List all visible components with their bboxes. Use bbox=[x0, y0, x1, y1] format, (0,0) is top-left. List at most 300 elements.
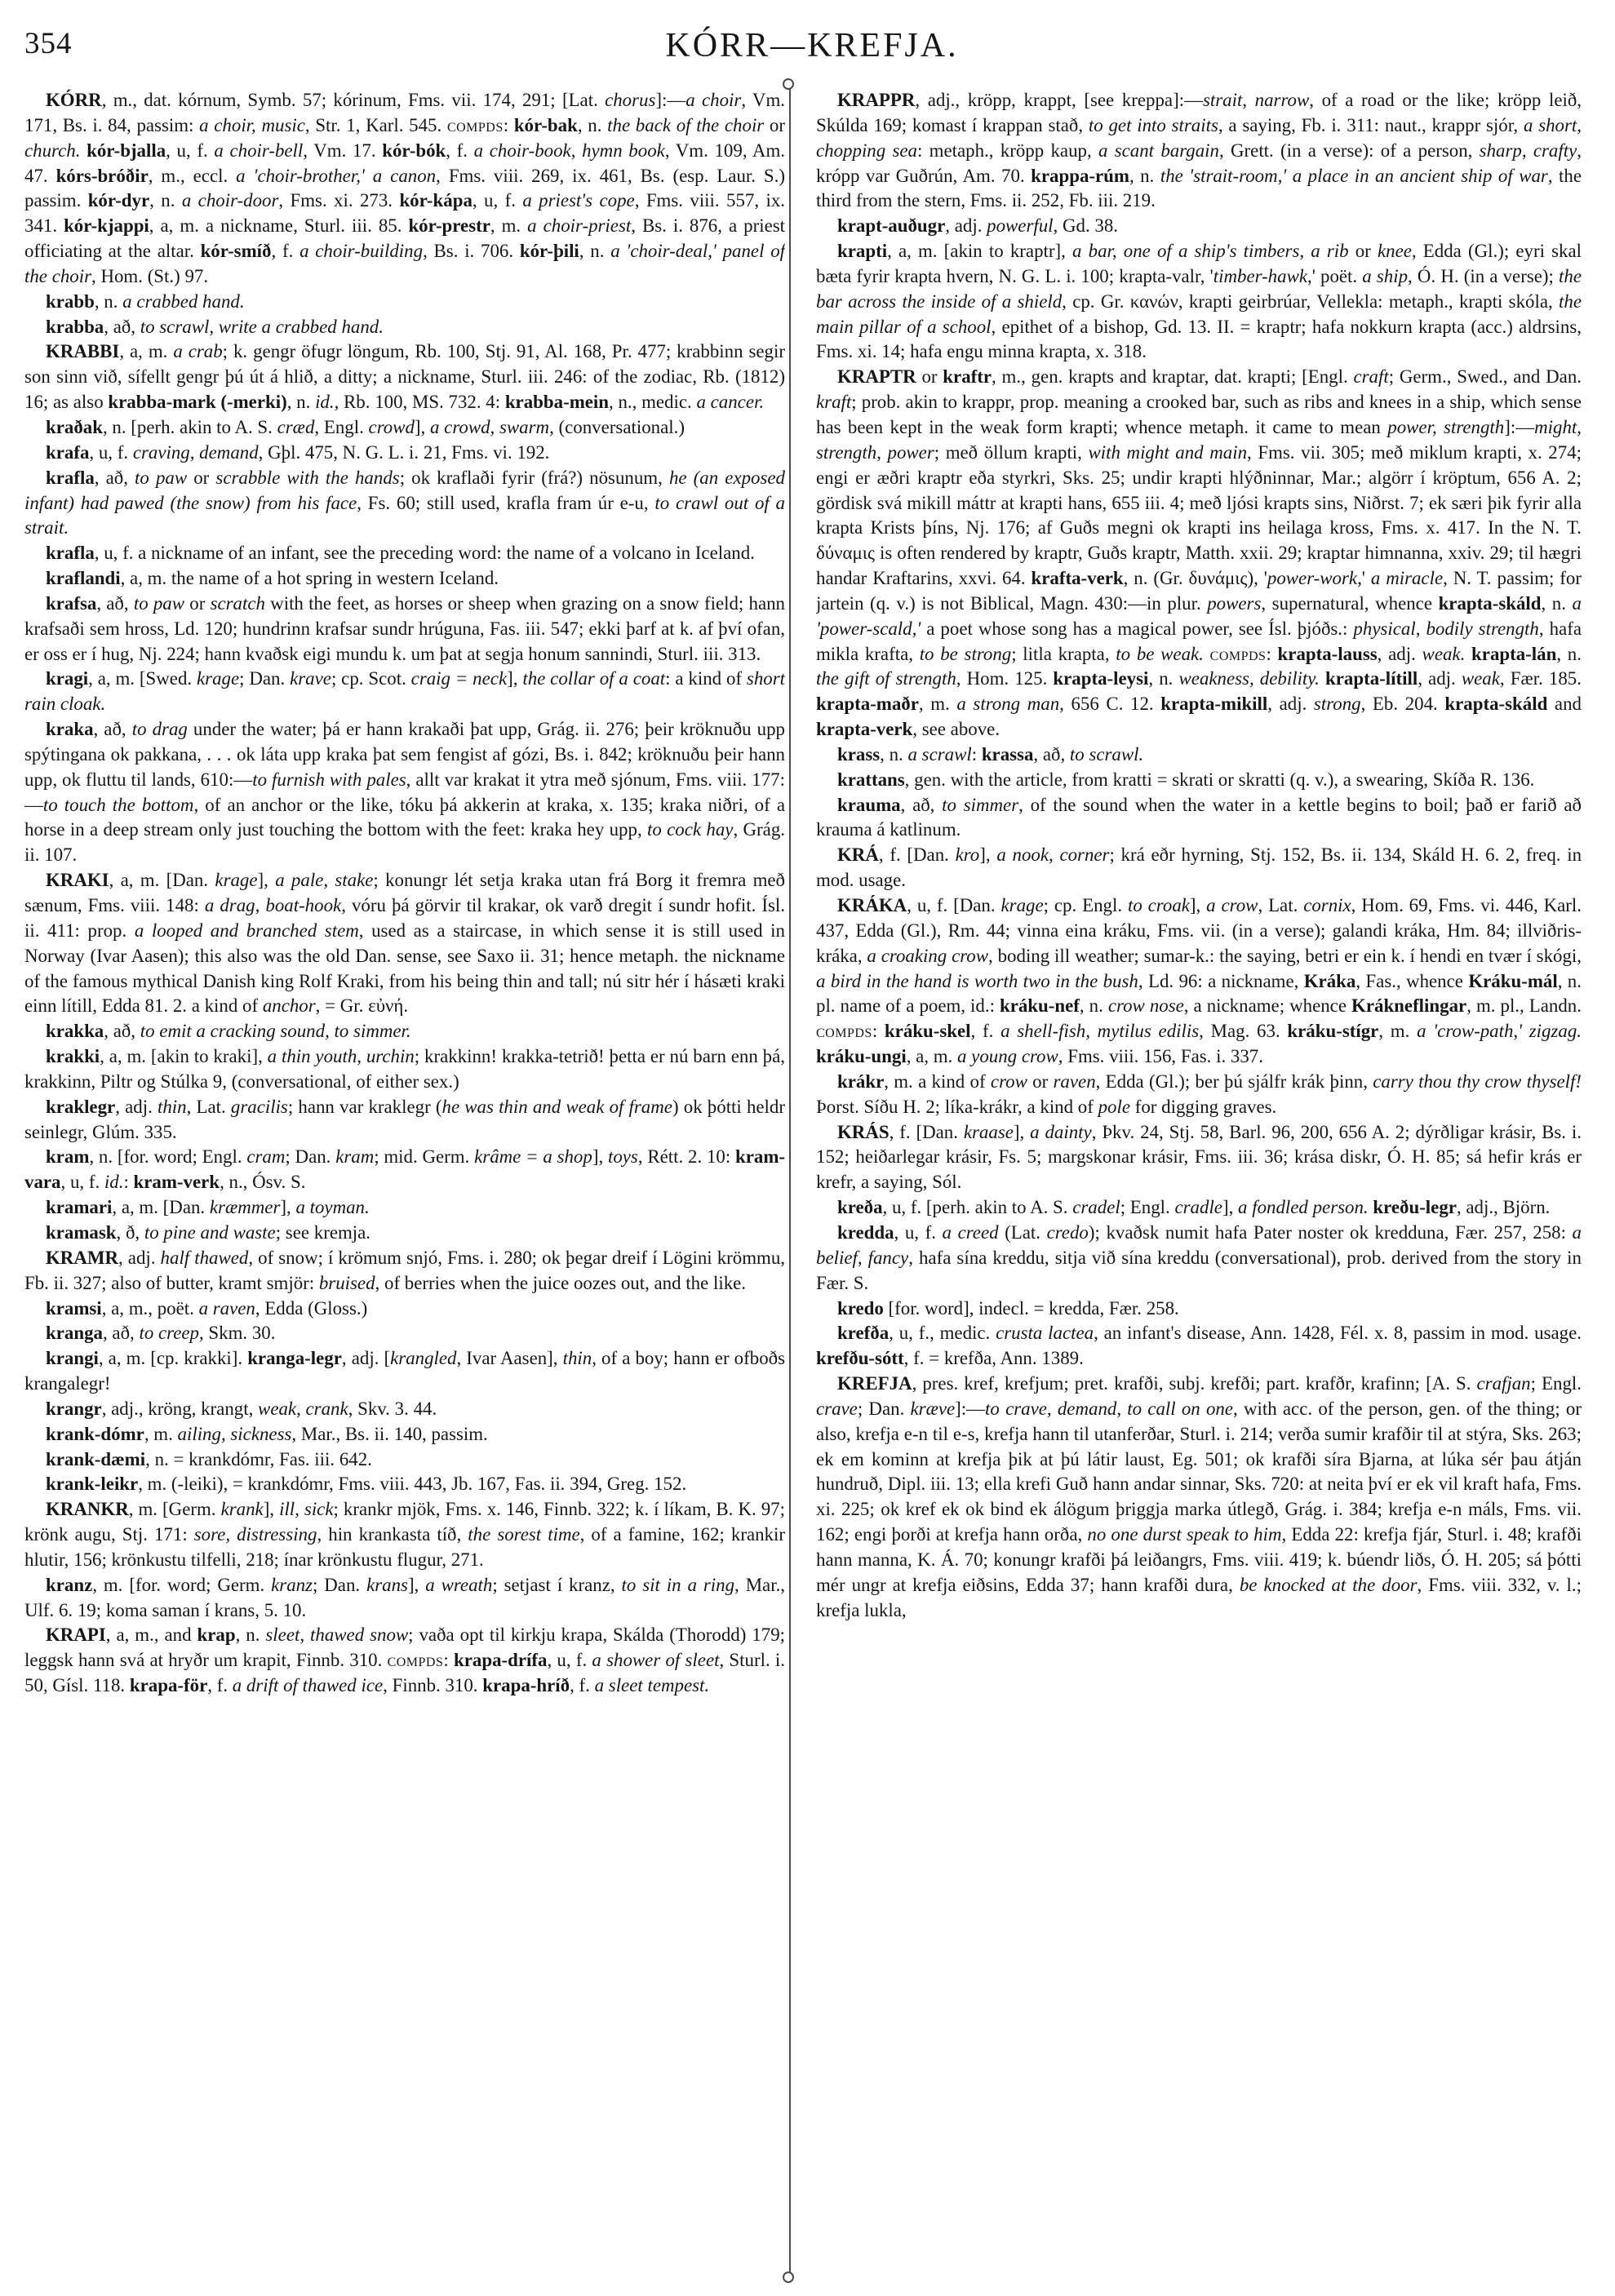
headword: krapt-auðugr bbox=[837, 215, 946, 237]
italic-gloss: craig = neck bbox=[410, 668, 508, 689]
entry-text: , f. [Dan. bbox=[878, 844, 956, 866]
headword: KÓRR bbox=[46, 90, 102, 110]
entry-text: , Hom. 125. bbox=[956, 668, 1054, 689]
entry-text: , of berries when the juice oozes out, and the like. bbox=[375, 1272, 747, 1293]
entry-text: , m. [Germ. bbox=[128, 1499, 221, 1520]
entry-text: , hafa mikla krafta, bbox=[816, 618, 1582, 664]
entry-text: , Edda (Gloss.) bbox=[255, 1297, 368, 1319]
entry-text: , f. bbox=[970, 1021, 1001, 1042]
entry-text: , Lat. bbox=[186, 1096, 231, 1117]
entry-text: , u, f. bbox=[166, 140, 215, 161]
entry-text: with the feet, as horses or sheep when grazing on a snow field; hann krafsaði sem hross, Ld. 120; hundrinn krafsar sundr hrúguna, Fas. iii. 547; ekki þarf at k. af því ofan, er oss er í hug, Nj. 224; hann kvaðsk eigi mundu k. um þat at segja honum sannindi, Sturl. iii. 313. bbox=[24, 592, 785, 664]
entry-text: , a nickname; whence bbox=[1183, 995, 1352, 1017]
entry-text: ; Dan. bbox=[239, 668, 291, 689]
italic-gloss: to get into straits bbox=[1088, 114, 1218, 135]
entry-text: , u, f. a nickname of an infant, see the preceding word: the name of a volcano in Iceland. bbox=[94, 543, 755, 564]
italic-gloss: a crowd, swarm bbox=[430, 416, 550, 437]
italic-gloss: to cock hay bbox=[647, 819, 734, 840]
italic-gloss: be knocked at the door bbox=[1239, 1574, 1418, 1595]
running-head: KÓRR—KREFJA. bbox=[665, 27, 959, 64]
entry-text: , n. bbox=[880, 743, 908, 765]
headword: kraka bbox=[46, 719, 94, 740]
entry-text: , Skv. 3. 44. bbox=[348, 1398, 437, 1419]
entry-text: , n. bbox=[1148, 668, 1179, 689]
italic-gloss: a shower of sleet bbox=[592, 1650, 720, 1671]
dictionary-entry bbox=[24, 1145, 785, 1195]
italic-gloss: a looped and branched stem bbox=[134, 920, 359, 941]
italic-gloss: krâme = a shop bbox=[474, 1146, 592, 1168]
entry-text: , Þkv. 24, Stj. 58, Barl. 96, 200, 656 A. 2; dýrðligar krásir, Bs. i. 152; heiðarlegar krásir, Fs. 5; margskonar krásir, Fms. iii. 36; krása diskr, Ó. H. 85; sá hefir krás er krefr, a saying, Sól. bbox=[816, 1121, 1582, 1193]
italic-gloss: krage bbox=[215, 870, 258, 891]
headword: kranga-legr bbox=[247, 1348, 342, 1369]
italic-gloss: a choir bbox=[685, 90, 742, 110]
entry-text: : bbox=[443, 1650, 454, 1671]
headword: krapa-för bbox=[129, 1675, 208, 1696]
headword: krapa-hríð bbox=[482, 1675, 570, 1696]
headword: kreða bbox=[837, 1197, 883, 1218]
italic-gloss: gracilis bbox=[230, 1096, 288, 1117]
entry-text: ,' bbox=[1357, 568, 1371, 589]
dictionary-entry bbox=[24, 441, 785, 466]
entry-text: , Grett. (in a verse): of a person, bbox=[1218, 140, 1480, 161]
entry-text: : bbox=[872, 1021, 885, 1042]
headword: kraflandi bbox=[46, 568, 121, 589]
entry-text: , m. bbox=[1378, 1021, 1418, 1042]
italic-gloss: the main pillar of a school bbox=[816, 290, 1582, 337]
headword: krapta-mikill bbox=[1160, 694, 1268, 715]
entry-text: , m. bbox=[144, 1423, 178, 1444]
italic-gloss: a strong man bbox=[956, 694, 1060, 715]
dictionary-entry bbox=[816, 1195, 1582, 1221]
headword: krapta-verk bbox=[816, 719, 913, 740]
headword: kór-kjappi bbox=[64, 215, 149, 237]
italic-gloss: sore, distressing bbox=[193, 1524, 317, 1545]
italic-gloss: the back of the choir bbox=[607, 114, 765, 135]
entry-text: , of the sound when the water in a kettle begins to boil; það er farið að krauma á katlinum. bbox=[816, 794, 1582, 840]
entry-text: ; konungr lét setja kraka utan frá Borg it fremra með sænum, Fms. viii. 148: bbox=[24, 870, 785, 915]
italic-gloss: a sleet tempest. bbox=[594, 1675, 710, 1696]
entry-text: , n. bbox=[235, 1624, 266, 1646]
italic-gloss: knee bbox=[1377, 241, 1412, 262]
entry-text: , n. = krankdómr, Fas. iii. 642. bbox=[145, 1448, 372, 1469]
entry-text: ; Germ., Swed., and Dan. bbox=[1388, 366, 1582, 388]
entry-text: or bbox=[1348, 241, 1378, 262]
dictionary-entry bbox=[24, 1447, 785, 1473]
entry-text: , adj. bbox=[945, 215, 987, 237]
headword: krauma bbox=[837, 794, 901, 815]
italic-gloss: raven bbox=[1053, 1070, 1096, 1092]
entry-text: , n., medic. bbox=[609, 392, 697, 413]
small-caps-label: compds bbox=[387, 1650, 444, 1671]
entry-text: , f. bbox=[446, 140, 474, 161]
italic-gloss: sleet, thawed snow bbox=[265, 1624, 409, 1646]
headword: krákr bbox=[837, 1070, 885, 1092]
entry-text: ]:— bbox=[655, 90, 686, 110]
italic-gloss: to touch the bottom bbox=[42, 794, 194, 815]
entry-text: , Ivar Aasen], bbox=[456, 1348, 563, 1369]
entry-text: , a, m., and bbox=[105, 1624, 197, 1646]
italic-gloss: craving, demand bbox=[132, 441, 259, 463]
entry-text: , að, bbox=[94, 467, 135, 488]
dictionary-entry bbox=[24, 1296, 785, 1322]
entry-text: ; mid. Germ. bbox=[374, 1146, 475, 1168]
entry-text: , Str. 1, Karl. 545. bbox=[304, 114, 447, 135]
entry-text: ], bbox=[414, 416, 430, 437]
italic-gloss: strong bbox=[1313, 694, 1361, 715]
entry-text: , n., Ósv. S. bbox=[220, 1172, 306, 1193]
entry-text bbox=[1320, 668, 1325, 689]
entry-text: , m. (-leiki), = krankdómr, Fms. viii. 443, Jb. 167, Fas. ii. 394, Greg. 152. bbox=[138, 1474, 687, 1495]
headword: KRAKI bbox=[46, 870, 109, 891]
entry-text: : a kind of bbox=[665, 668, 747, 689]
entry-text: , an infant's disease, Ann. 1428, Fél. x. 8, passim in mod. usage. bbox=[1094, 1323, 1582, 1344]
italic-gloss: a crabbed hand. bbox=[122, 290, 245, 312]
entry-text: : bbox=[123, 1172, 134, 1193]
entry-text: , of an anchor or the like, tóku þá akkerin at kraka, x. 135; kraka niðri, of a horse in a deep stream only just touching the bottom with the feet: kraka hey upp, bbox=[24, 794, 785, 840]
dictionary-entry bbox=[816, 214, 1582, 239]
italic-gloss: to paw bbox=[133, 592, 185, 614]
entry-text: , a saying, Fb. i. 311: naut., krappr sjór, bbox=[1218, 114, 1524, 135]
headword: KRAMR bbox=[46, 1247, 119, 1268]
entry-text: , f. [Dan. bbox=[889, 1121, 964, 1142]
entry-text: , 656 C. 12. bbox=[1059, 694, 1161, 715]
italic-gloss: scratch bbox=[210, 592, 265, 614]
entry-text: , of a famine, 162; krankir hlutir, 156; krönkustu tilfelli, 218; ínar krönkustu flugur, 271. bbox=[24, 1524, 785, 1570]
italic-gloss: he (an exposed infant) had pawed (the snow) from his face bbox=[24, 467, 785, 513]
headword: kramari bbox=[46, 1197, 113, 1218]
entry-text: , m. a kind of bbox=[884, 1070, 991, 1092]
italic-gloss: id. bbox=[104, 1172, 124, 1193]
dictionary-entry bbox=[24, 339, 785, 415]
italic-gloss: a nook, corner bbox=[996, 844, 1110, 866]
italic-gloss: cradle bbox=[1174, 1197, 1222, 1218]
entry-text: ; Dan. bbox=[313, 1574, 367, 1595]
entry-text: , f. bbox=[570, 1675, 595, 1696]
entry-text: , boding ill weather; sumar-k.: the saying, betri er ein k. í hendi en tvær í skógi, bbox=[988, 945, 1582, 966]
italic-gloss: thin bbox=[157, 1096, 187, 1117]
italic-gloss: a miracle bbox=[1370, 568, 1444, 589]
entry-text: for digging graves. bbox=[1130, 1096, 1277, 1117]
italic-gloss: to crave, demand, to call on one bbox=[985, 1398, 1234, 1419]
entry-text: , u, f. [Dan. bbox=[907, 895, 1001, 915]
dictionary-entry bbox=[24, 1497, 785, 1573]
italic-gloss: the bar across the inside of a shield bbox=[816, 265, 1582, 312]
entry-text: (Lat. bbox=[998, 1221, 1047, 1243]
left-column bbox=[24, 88, 785, 2275]
headword: krapta-maðr bbox=[816, 694, 919, 715]
italic-gloss: to croak bbox=[1127, 895, 1190, 915]
italic-gloss: a ship bbox=[1362, 265, 1409, 286]
italic-gloss: a scant bargain bbox=[1098, 140, 1219, 161]
entry-text: , a, m. [Swed. bbox=[88, 668, 197, 689]
dictionary-entry bbox=[24, 1246, 785, 1296]
dictionary-entry bbox=[24, 717, 785, 868]
entry-text: , m. pl., Landn. bbox=[1466, 995, 1582, 1017]
italic-gloss: bruised bbox=[318, 1272, 375, 1293]
italic-gloss: a crab bbox=[173, 341, 223, 362]
italic-gloss: a choir-building bbox=[299, 241, 424, 262]
divider-ornament-bottom bbox=[783, 2272, 794, 2283]
entry-text: , n. bbox=[577, 114, 608, 135]
italic-gloss: a pale, stake bbox=[275, 870, 374, 891]
italic-gloss: crow bbox=[990, 1070, 1027, 1092]
dictionary-entry bbox=[24, 1321, 785, 1346]
entry-text: , see above. bbox=[912, 719, 1001, 740]
headword: Krákneflingar bbox=[1351, 995, 1467, 1017]
entry-text: ; Engl. bbox=[1120, 1197, 1175, 1218]
entry-text: ; vaða opt til kirkju krapa, Skálda (Thorodd) 179; leggsk hann svá at hryðr um krapit, Finnb. 310. bbox=[24, 1624, 785, 1671]
headword: krangi bbox=[46, 1348, 99, 1369]
italic-gloss: krangled bbox=[390, 1348, 457, 1369]
italic-gloss: krave bbox=[290, 668, 331, 689]
italic-gloss: cornix bbox=[1303, 895, 1351, 915]
italic-gloss: weakness, debility. bbox=[1178, 668, 1320, 689]
italic-gloss: a choir, music bbox=[199, 114, 305, 135]
entry-text: ], bbox=[1189, 895, 1207, 915]
entry-text: , Hom. 69, Fms. vi. 446, Karl. 437, Edda (Gl.), Rm. 44; vinna eina kráku, Fms. vii. (in a verse); galandi kráka, Hm. 84; illviðris-kráka, bbox=[816, 895, 1582, 966]
entry-text: , u, f. bbox=[89, 441, 133, 463]
italic-gloss: toys bbox=[607, 1146, 638, 1168]
italic-gloss: with might and main bbox=[1088, 441, 1248, 463]
entry-text: , a, m. the name of a hot spring in western Iceland. bbox=[120, 568, 499, 589]
entry-text: : bbox=[971, 743, 982, 765]
entry-text: ], bbox=[592, 1146, 608, 1168]
page-header bbox=[24, 26, 1599, 72]
entry-text: ,' poët. bbox=[1307, 265, 1363, 286]
entry-text: , used as a staircase, in which sense it is still used in Norway (Ivar Aasen); this also was the old Dan. sense, see Saxo ii. 31; hence metaph. the nickname of the famous mythical Danish king Rolf Kraki, from his being thin and tall; nú sitr hér í hásæti kraki einn lítill, Edda 81. 2. a kind of bbox=[24, 920, 785, 1017]
entry-text: , a, m. [Dan. bbox=[109, 870, 215, 891]
headword: krassa bbox=[981, 743, 1034, 765]
entry-text: ; með öllum krapti, bbox=[934, 441, 1089, 463]
dictionary-entry bbox=[816, 365, 1582, 742]
entry-text: or bbox=[1027, 1070, 1054, 1092]
italic-gloss: a cancer. bbox=[696, 392, 765, 413]
italic-gloss: powerful bbox=[987, 215, 1054, 237]
headword: krakka bbox=[46, 1021, 104, 1042]
dictionary-entry bbox=[24, 88, 785, 290]
italic-gloss: crave bbox=[816, 1398, 858, 1419]
entry-text: ; litla krapta, bbox=[1011, 643, 1116, 664]
headword: krapta-lauss bbox=[1277, 643, 1378, 664]
italic-gloss: krans bbox=[366, 1574, 408, 1595]
italic-gloss: a choir-book, hymn book bbox=[473, 140, 665, 161]
entry-text: , a, m. [cp. krakki]. bbox=[98, 1348, 248, 1369]
italic-gloss: powers bbox=[1207, 592, 1262, 614]
entry-text: ; cp. Engl. bbox=[1043, 895, 1128, 915]
italic-gloss: id. bbox=[315, 392, 335, 413]
italic-gloss: a croaking crow bbox=[867, 945, 989, 966]
entry-text: , Rétt. 2. 10: bbox=[637, 1146, 735, 1168]
entry-text: ; krankr mjök, Fms. x. 146, Finnb. 322; k. í líkam, B. K. 97; krönk augu, Stj. 171: bbox=[24, 1499, 785, 1545]
italic-gloss: scrabble with the hands bbox=[215, 467, 400, 488]
entry-text: , of a boy; hann er ofboðs krangalegr! bbox=[24, 1348, 785, 1394]
italic-gloss: to simmer bbox=[942, 794, 1019, 815]
entry-text: , m. bbox=[918, 694, 957, 715]
entry-text: , n. bbox=[1541, 592, 1573, 614]
entry-text bbox=[80, 140, 87, 161]
entry-text: , n. bbox=[149, 190, 182, 211]
italic-gloss: a dainty bbox=[1030, 1121, 1092, 1142]
entry-text: , adj. bbox=[1418, 668, 1462, 689]
entry-text: , cp. Gr. κανών, krapti geirbrúar, Vellekla: metaph., krapti skóla, bbox=[1062, 290, 1560, 312]
italic-gloss: chorus bbox=[605, 90, 656, 110]
dictionary-entry bbox=[816, 742, 1582, 768]
entry-text: , epithet of a bishop, Gd. 13. II. = kraptr; hafa nokkurn krapta (acc.) aldrsins, Fms. xi. 14; hafa engu minna krapta, x. 318. bbox=[816, 316, 1582, 362]
entry-text: ; prob. akin to krappr, prop. meaning a crooked bar, such as ribs and knees in a ship, which sense has been kept in the weak form krapti; whence metaph. it came to mean bbox=[816, 392, 1582, 437]
headword: krass bbox=[837, 743, 881, 765]
italic-gloss: kraft bbox=[816, 392, 852, 413]
entry-text: , að, bbox=[96, 592, 134, 614]
entry-text: , Edda 22: krefja fjár, Sturl. i. 48; krafði hann manna, K. Á. 70; konungr krafði þá leiðangrs, Fms. viii. 419; k. búendr liðs, Ó. H. 205; sá þótti mér ungr at krefja eiðsins, Edda 37; hann krafði dura, bbox=[816, 1524, 1582, 1595]
entry-text: , the third from the stern, Fms. ii. 252, Fb. iii. 219. bbox=[816, 165, 1582, 211]
italic-gloss: weak bbox=[1461, 668, 1500, 689]
headword: kór-dyr bbox=[87, 190, 150, 211]
headword: kram bbox=[46, 1146, 90, 1168]
dictionary-entry bbox=[24, 1221, 785, 1246]
entry-text: , Fas., whence bbox=[1355, 970, 1469, 991]
italic-gloss: kranz bbox=[271, 1574, 313, 1595]
headword: kraklegr bbox=[46, 1096, 116, 1117]
dictionary-entry bbox=[24, 1573, 785, 1624]
italic-gloss: krank bbox=[220, 1499, 264, 1520]
italic-gloss: the sorest time bbox=[468, 1524, 580, 1545]
entry-text: , a, m. [Dan. bbox=[112, 1197, 210, 1218]
small-caps-label: compds bbox=[446, 114, 504, 135]
entry-text: , hafa sína kreddu, sitja við sína kreddu (conversational), prob. derived from the story in Fær. S. bbox=[816, 1247, 1582, 1293]
divider-ornament-top bbox=[783, 78, 794, 90]
italic-gloss: credo bbox=[1046, 1221, 1089, 1243]
italic-gloss: kræmmer bbox=[209, 1197, 281, 1218]
entry-text: , n. bbox=[1129, 165, 1160, 186]
headword: krafa bbox=[46, 441, 90, 463]
entry-text: : metaph., kröpp kaup, bbox=[917, 140, 1098, 161]
italic-gloss: physical, bodily strength bbox=[1353, 618, 1539, 639]
entry-text: , Mar., Bs. ii. 140, passim. bbox=[291, 1423, 488, 1444]
entry-text: , u, f., medic. bbox=[889, 1323, 996, 1344]
entry-text: , Ó. H. (in a verse); bbox=[1408, 265, 1560, 286]
headword: kranga bbox=[46, 1323, 103, 1344]
entry-text: , Mar., Ulf. 6. 19; koma saman í krans, 5. 10. bbox=[24, 1574, 785, 1620]
entry-text: , Finnb. 310. bbox=[383, 1675, 483, 1696]
dictionary-entry bbox=[816, 1120, 1582, 1196]
entry-text: Þorst. Síðu H. 2; líka-krákr, a kind of bbox=[816, 1096, 1098, 1117]
entry-text: , adj., kröng, krangt, bbox=[101, 1398, 259, 1419]
entry-text: , u, f. bbox=[60, 1172, 104, 1193]
dictionary-entry bbox=[24, 466, 785, 542]
entry-text: ], bbox=[263, 1499, 280, 1520]
entry-text: , u, f. [perh. akin to A. S. bbox=[882, 1197, 1073, 1218]
dictionary-entry bbox=[816, 1221, 1582, 1296]
entry-text: , pres. kref, krefjum; pret. krafði, subj. krefði; part. krafðr, krafinn; [A. S. bbox=[912, 1373, 1477, 1394]
entry-text: , f. = krefða, Ann. 1389. bbox=[903, 1348, 1084, 1369]
entry-text: , with acc. of the person, gen. of the thing; or also, krefja e-n til e-s, krefja hann til utanferðar, Sturl. i. 214; verða sumir krafðir til at stýra, Sks. 263; ek em kominn at krefja þik at þú látir laust, Eg. 501; ok krafði síra Bjarna, at lúka sér þau átján hundruð, Dipl. iii. 13; ella krefi Guð hann andar sinnar, Sks. 720: at neita því er ek vil kraft hafa, Fms. xi. 225; ok kref ek ok bind ek álögum þriggja marka útlegð, Grág. i. 384; krefja e-n máls, Fms. vii. 162; engi þorði at krefja hann orða, bbox=[816, 1398, 1582, 1545]
italic-gloss: weak. bbox=[1422, 643, 1466, 664]
entry-text: , adj. bbox=[1377, 643, 1422, 664]
headword: krappa-rúm bbox=[1031, 165, 1129, 186]
entry-text: , u, f. bbox=[547, 1650, 592, 1671]
italic-gloss: he was thin and weak of frame bbox=[441, 1096, 672, 1117]
entry-text: , Grág. ii. 107. bbox=[24, 819, 785, 866]
entry-text: , adj., Björn. bbox=[1456, 1197, 1551, 1218]
headword: krapta-leysi bbox=[1053, 668, 1149, 689]
entry-text: , a, m. bbox=[119, 341, 174, 362]
headword: krefðu-sótt bbox=[816, 1348, 904, 1369]
entry-text: ; cp. Scot. bbox=[331, 668, 411, 689]
entry-text: ], bbox=[280, 1197, 296, 1218]
italic-gloss: power, strength bbox=[1387, 416, 1505, 437]
italic-gloss: the 'strait-room,' a place in an ancient ship of war bbox=[1160, 165, 1548, 186]
entry-text: , að, bbox=[102, 1323, 140, 1344]
entry-text: , n. bbox=[286, 392, 316, 413]
entry-text: ); kvaðsk numit hafa Pater noster ok kredduna, Fær. 257, 258: bbox=[1088, 1221, 1573, 1243]
entry-text: , m. bbox=[490, 215, 528, 237]
italic-gloss: anchor bbox=[262, 995, 316, 1017]
dictionary-entry bbox=[24, 315, 785, 340]
italic-gloss: no one durst speak to him bbox=[1087, 1524, 1282, 1545]
entry-text bbox=[1204, 644, 1210, 664]
entry-text: , f. bbox=[207, 1675, 233, 1696]
headword: kór-bók bbox=[382, 140, 446, 161]
entry-text: , Lat. bbox=[1258, 895, 1304, 915]
headword: krap bbox=[197, 1624, 236, 1646]
italic-gloss: ill, sick bbox=[279, 1499, 334, 1520]
italic-gloss: to paw bbox=[135, 467, 188, 488]
entry-text: , m., dat. kórnum, Symb. 57; kórinum, Fms. vii. 174, 291; [Lat. bbox=[101, 90, 606, 110]
italic-gloss: pole bbox=[1098, 1096, 1131, 1117]
italic-gloss: a drag, boat-hook bbox=[204, 895, 342, 915]
italic-gloss: a shell-fish, mytilus edilis bbox=[1001, 1021, 1200, 1042]
dictionary-entry bbox=[24, 1422, 785, 1447]
entry-text: , Gþl. 475, N. G. L. i. 21, Fms. vi. 192. bbox=[258, 441, 550, 463]
italic-gloss: a crow bbox=[1206, 895, 1258, 915]
dictionary-entry bbox=[816, 843, 1582, 893]
italic-gloss: a bar, one of a ship's timbers, a rib bbox=[1072, 241, 1349, 262]
entry-text: , Ld. 96: a nickname, bbox=[1138, 970, 1304, 991]
italic-gloss: a priest's cope bbox=[522, 190, 635, 211]
entry-text: , n. pl. name of a poem, id.: bbox=[816, 970, 1582, 1017]
headword: krattans bbox=[837, 769, 905, 790]
headword: krabba bbox=[46, 316, 104, 337]
entry-text: , a, m., poët. bbox=[101, 1297, 199, 1319]
entry-text: , Fms. vii. 305; með miklum krapti, x. 274; engi er æðri kraptr eða styrkri, Sks. 25; undir krapti hlýðninnar, Mar.; algörr í kröptum, 656 A. 2; gördisk svá mikill máttr at krapti hans, 655 iii. 4; með ljósi krapts sins, Niðrst. 7; ek særi þik fyrir alla krapta Krists þíns, Nj. 176; af Guðs megni ok krapti ins heilaga kross, Fms. x. 417. In the N. T. δύναμις is often rendered by kraptr, Guðs kraptr, Matth. xxii. 29; kraptar himnanna, xxiv. 29; til hægri handar Kraftarins, xxvi. 64. bbox=[816, 441, 1582, 589]
italic-gloss: a choir-door bbox=[181, 190, 279, 211]
entry-text: , n. bbox=[94, 290, 123, 312]
entry-text: or bbox=[916, 366, 943, 388]
entry-text: , m. [for. word; Germ. bbox=[92, 1574, 272, 1595]
italic-gloss: to be weak. bbox=[1116, 643, 1204, 664]
entry-text: ], bbox=[507, 668, 523, 689]
entry-text: , að, bbox=[104, 1021, 140, 1042]
headword: krabba-mein bbox=[504, 392, 610, 413]
headword: kraftr bbox=[943, 366, 992, 388]
entry-text: , supernatural, whence bbox=[1261, 592, 1439, 614]
headword: kramsi bbox=[46, 1297, 102, 1319]
italic-gloss: kro bbox=[955, 844, 980, 866]
headword: kór-bak bbox=[513, 114, 578, 135]
italic-gloss: church. bbox=[24, 140, 81, 161]
entry-text: , Fms. viii. 269, ix. 461, Bs. (esp. Laur. S.) passim. bbox=[24, 165, 785, 211]
entry-text: , Vm. 171, Bs. i. 84, passim: bbox=[24, 90, 785, 135]
italic-gloss: to emit a cracking sound, to simmer. bbox=[140, 1021, 411, 1042]
entry-text: ; krá eðr hyrning, Stj. 152, Bs. ii. 134, Skáld H. 6. 2, freq. in mod. usage. bbox=[816, 844, 1582, 891]
dictionary-entry bbox=[24, 415, 785, 441]
entry-text: , adj. bbox=[115, 1096, 158, 1117]
italic-gloss: to scrawl. bbox=[1069, 743, 1144, 765]
entry-text: ; setjast í kranz, bbox=[492, 1574, 622, 1595]
italic-gloss: krage bbox=[197, 668, 240, 689]
dictionary-entry bbox=[24, 1397, 785, 1422]
headword: kráku-stígr bbox=[1287, 1021, 1379, 1042]
